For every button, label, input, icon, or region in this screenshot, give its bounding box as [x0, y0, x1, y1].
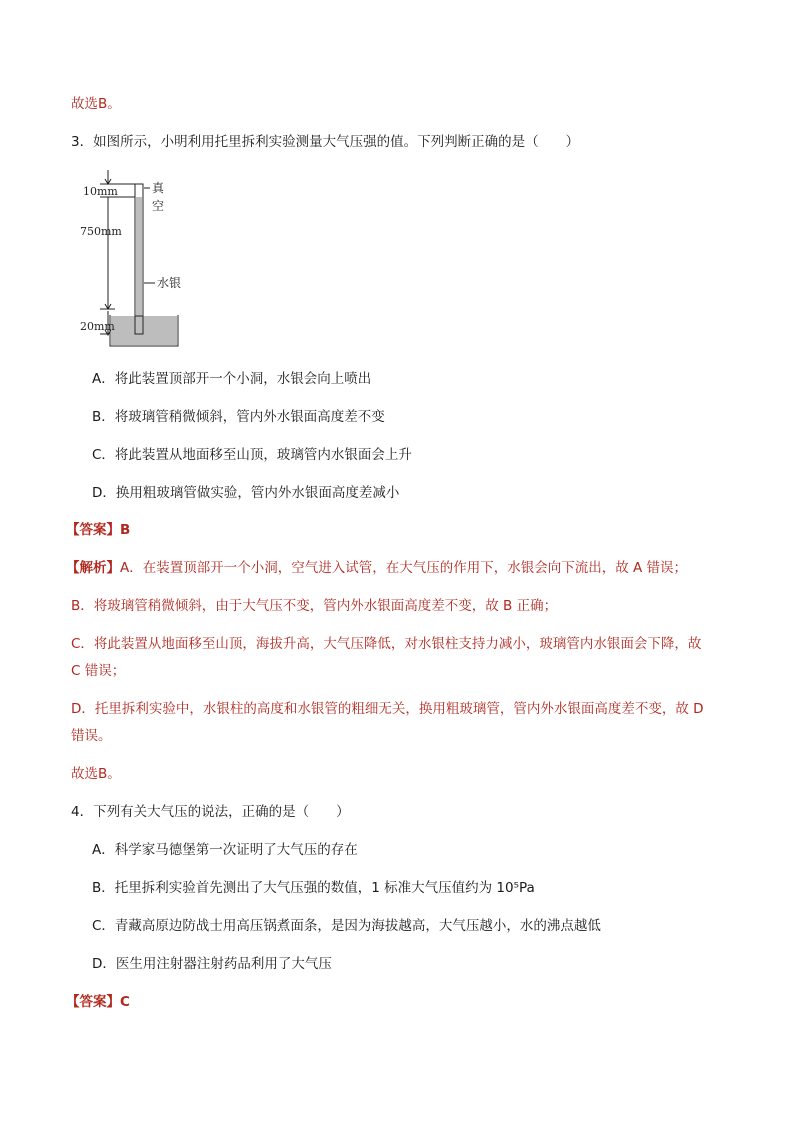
question-3-stem: 3．如图所示，小明利用托里拆利实验测量大气压强的值。下列判断正确的是（ ）: [71, 134, 580, 150]
label-10mm: 10mm: [83, 185, 118, 198]
q3-option-d: D．换用粗玻璃管做实验，管内外水银面高度差减小: [92, 485, 400, 501]
q3-option-c: C．将此装置从地面移至山顶，玻璃管内水银面会上升: [92, 447, 412, 463]
q3-option-a: A．将此装置顶部开一个小洞，水银会向上喷出: [92, 371, 372, 387]
q3-conclusion: 故选B。: [71, 766, 121, 782]
label-mercury: 水银: [157, 276, 182, 290]
q4-option-d: D．医生用注射器注射药品利用了大气压: [92, 956, 332, 972]
label-20mm: 20mm: [80, 320, 115, 333]
torricelli-experiment-figure: [80, 168, 200, 353]
analysis-text-a: A．在装置顶部开一个小洞，空气进入试管，在大气压的作用下，水银会向下流出，故 A 错误；: [120, 560, 688, 576]
q3-answer: 【答案】B: [66, 522, 131, 538]
q3-option-b: B．将玻璃管稍微倾斜，管内外水银面高度差不变: [92, 409, 385, 425]
label-vacuum-1: 真: [152, 181, 165, 195]
question-4-stem: 4．下列有关大气压的说法，正确的是（ ）: [71, 804, 350, 820]
analysis-tag: 【解析】: [66, 560, 120, 576]
q3-analysis-line-1: [66, 559, 687, 577]
q3-analysis-line-6: 错误。: [71, 728, 112, 744]
q3-analysis-line-3: C．将此装置从地面移至山顶，海拔升高，大气压降低，对水银柱支持力减小，玻璃管内水银面会下降，故: [71, 636, 702, 652]
q3-analysis-line-5: D．托里拆利实验中，水银柱的高度和水银管的粗细无关，换用粗玻璃管，管内外水银面高度差不变，故 D: [71, 701, 704, 717]
previous-conclusion: 故选B。: [71, 96, 121, 112]
q4-option-c: C．青藏高原边防战士用高压锅煮面条，是因为海拔越高，大气压越小，水的沸点越低: [92, 918, 601, 934]
q3-analysis-line-2: B．将玻璃管稍微倾斜，由于大气压不变，管内外水银面高度差不变，故 B 正确；: [71, 598, 558, 614]
q4-option-a: A．科学家马德堡第一次证明了大气压的存在: [92, 842, 358, 858]
q3-analysis-line-4: C 错误；: [71, 663, 126, 679]
label-vacuum-2: 空: [152, 199, 165, 213]
q4-answer: 【答案】C: [66, 994, 130, 1010]
label-750mm: 750mm: [80, 225, 122, 238]
q4-option-b: B．托里拆利实验首先测出了大气压强的数值，1 标准大气压值约为 10⁵Pa: [92, 880, 535, 896]
